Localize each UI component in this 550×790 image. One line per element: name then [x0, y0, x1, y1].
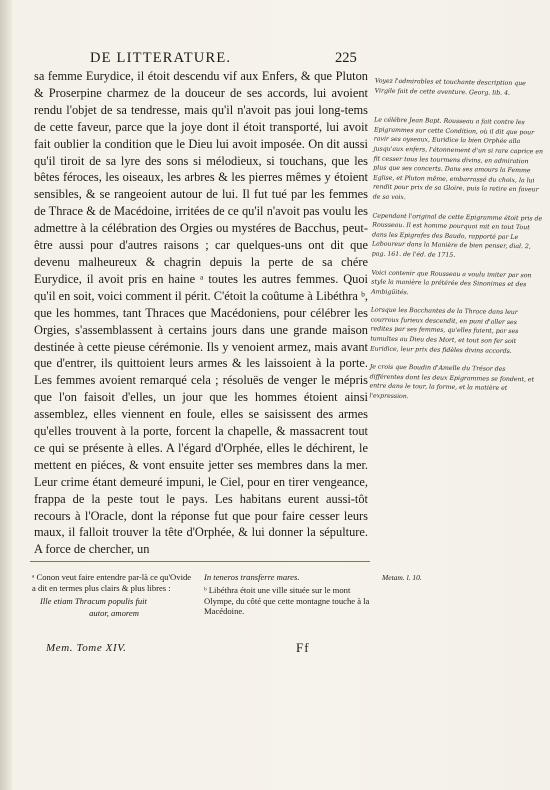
handwritten-margin-notes [369, 77, 545, 414]
signature-mark: Ff [296, 640, 310, 655]
footnote-divider [30, 561, 370, 562]
margin-note: Je crois que Boudin d'Amelle du Trésor des différentes dont les deux Epigrammes se fondent, et entre dans le tour, la forme, et la matière et l'expression. [369, 363, 535, 401]
margin-note: Lorsque les Bacchantes de la Thrace dans leur courroux furieux descendit, en puni d'aller ses redites par ses femmes, qu'elles fuient, par ses tumultes au Dieu des Mort, et tout son fer soit Euridice, leur prix des fidèles divins accords. [370, 306, 519, 355]
footnote-b [204, 572, 372, 619]
footnote-a [32, 572, 196, 621]
margin-note: Cependant l'original de cette Epigramme étoit pris de Rousseau. Il est homme pourquoi mit en tout Tout dans les Epigrafes des Baudo, rapporté par Le Laboureur dans la Manière de bien penser, dial. 2, pag. 161. de l'éd. de 1715. [371, 212, 543, 259]
footnote-a-verse-3: In teneros transferre mares. [204, 572, 300, 582]
footnote-source: Metam. l. 10. [382, 573, 422, 582]
margin-note: Le célébre Jean Bapt. Rousseau a fait contre les Epigrammes sur cette Condition, où il dit que pour ravir ses oyseaux, Euridice la bien Orphée alla jusqu'aux enfers, l'étonnement d'un si rare caprice en fit cesser tous les tourmens divins, en admiration plus que ses concerts. Dans ses amours la Femme Eglise, et Pluton même, embarrassé du choix, la lui rendit pour prix de sa Gloire, puis la retire en faveur de sa voix. [372, 116, 544, 202]
footnote-b-text: ᵇ Libéthra étoit une ville située sur le mont Olympe, du côté que cette montagne touche à la Macédoine. [204, 584, 370, 617]
body-paragraph: sa femme Eurydice, il étoit descendu vif aux Enfers, & que Pluton & Proserpine charmez de la douceur de ses accords, lui avoient rendu l'objet de sa tendresse, mais qu'il n'avoit pas joui long-tems de cette faveur, parce que la joye dont il étoit transporté, lui avoit fait oublier la condition que le Dieu lui avoit imposée. On dit aussi qu'il tiroit de sa lyre des sons si mélodieux, si touchans, que les bêtes féroces, les oiseaux, les arbres & les pierres mêmes y étoient sensibles, & se rangeoient autour de lui. Il fut tué par les femmes de Thrace & de Macédoine, irritées de ce qu'il n'avoit pas voulu les admettre à la célébration des Orgies ou mystéres de Bacchus, peut-être aussi pour d'autres raisons ; car quelques-uns ont dit que devenu malheureux & chagrin depuis la perte de sa chére Eurydice, il avoit pris en haine ᵃ toutes les autres femmes. Quoi qu'il en soit, voici comment il périt. C'étoit la coûtume à Libéthra ᵇ, que les hommes, tant Thraces que Macédoniens, pour célébrer les Orgies, s'assemblassent à certains jours dans une grande maison destinée à cette pieuse cérémonie. Ils y venoient armez, mais avant que d'entrer, ils quittoient leurs armes & les laissoient à la porte. Les femmes avoient remarqué cela ; résoluës de venger le mépris que l'on faisoit d'elles, un jour que les hommes étoient ainsi assemblez, elles viennent en foule, elles se saisissent des armes qu'elles trouvent à la porte, forcent la chapelle, & massacrent tout ce qui se présente à elles. A l'égard d'Orphée, elles le déchirent, le mettent en piéces, & vont ensuite jetter ses membres dans la mer. Leur crime étant demeuré impuni, le Ciel, pour en tirer vengeance, frappa de la peste tout le pays. Les habitans eurent aussi-tôt recours à l'Oracle, dont la réponse fut que pour faire cesser leurs maux, il falloit trouver la tête d'Orphée, & lui donner la sépulture. A force de chercher, un [34, 69, 368, 557]
margin-note: Voici contenir que Rousseau a voulu imiter par son style la manière la prétérée des Sinonimes et des Ambigüités. [371, 269, 532, 296]
running-title: DE LITTERATURE. [90, 50, 232, 66]
margin-note: Voyez l'admirables et touchante description que Virgile fait de cette aventure. Georg. lib. 4. [374, 77, 526, 97]
page-spine [0, 0, 12, 790]
volume-signature: Mem. Tome XIV. [46, 642, 127, 654]
main-text [34, 68, 368, 558]
footnote-a-text: ᵃ Conon veut faire entendre par-là ce qu'Ovide a dit en termes plus clairs & plus libres : [32, 572, 192, 593]
footnote-a-verse-1: Ille etiam Thracum populis fuit [40, 595, 147, 606]
page-number: 225 [335, 50, 357, 66]
footnote-a-verse-2: autor, amorem [89, 608, 139, 619]
running-header [90, 50, 370, 67]
